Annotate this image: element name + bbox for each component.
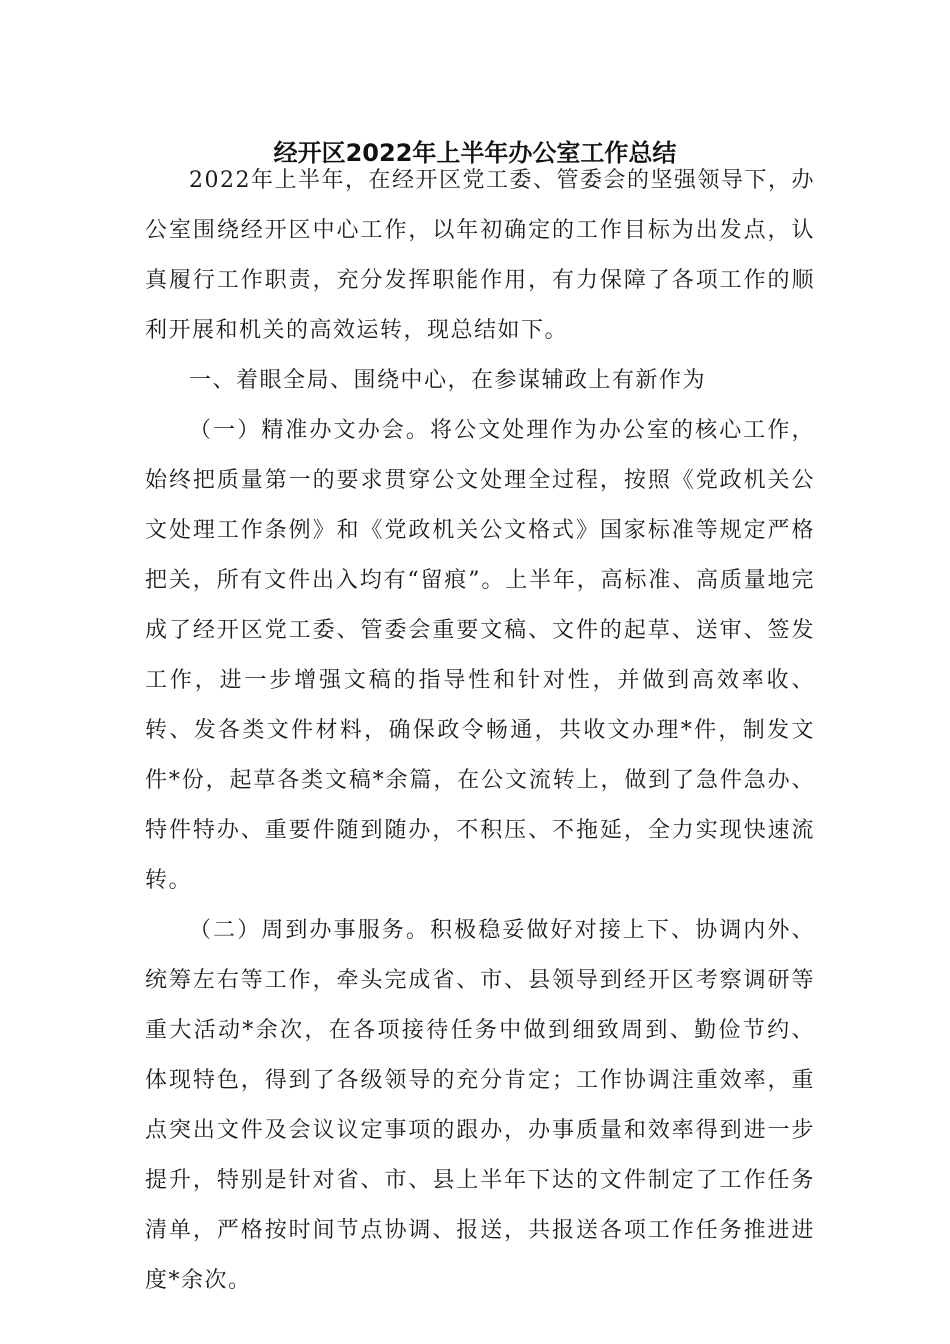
intro-paragraph: 2022年上半年，在经开区党工委、管委会的坚强领导下，办公室围绕经开区中心工作，以年初确定的工作目标为出发点，认真履行工作职责，充分发挥职能作用，有力保障了各项工作的顺利开展和机关的高效运转，现总结如下。 — [145, 168, 815, 343]
subsection-paragraph-1: （一）精准办文办会。将公文处理作为办公室的核心工作，始终把质量第一的要求贯穿公文处理全过程，按照《党政机关公文处理工作条例》和《党政机关公文格式》国家标准等规定严格把关，所有文件出入均有“留痕”。上半年，高标准、高质量地完成了经开区党工委、管委会重要文稿、文件的起草、送审、签发工作，进一步增强文稿的指导性和针对性，并做到高效率收、转、发各类文件材料，确保政令畅通，共收文办理*件，制发文件*份，起草各类文稿*余篇，在公文流转上，做到了急件急办、特件特办、重要件随到随办，不积压、不拖延，全力实现快速流转。 — [145, 418, 815, 893]
document-title: 经开区2022年上半年办公室工作总结 — [273, 139, 677, 167]
section-heading: 一、着眼全局、围绕中心，在参谋辅政上有新作为 — [189, 368, 707, 393]
subsection-paragraph-2: （二）周到办事服务。积极稳妥做好对接上下、协调内外、统筹左右等工作，牵头完成省、市、县领导到经开区考察调研等重大活动*余次，在各项接待任务中做到细致周到、勤俭节约、体现特色，得到了各级领导的充分肯定；工作协调注重效率，重点突出文件及会议议定事项的跟办，办事质量和效率得到进一步提升，特别是针对省、市、县上半年下达的文件制定了工作任务清单，严格按时间节点协调、报送，共报送各项工作任务推进进度*余次。 — [145, 918, 815, 1293]
document-body — [145, 156, 815, 1306]
